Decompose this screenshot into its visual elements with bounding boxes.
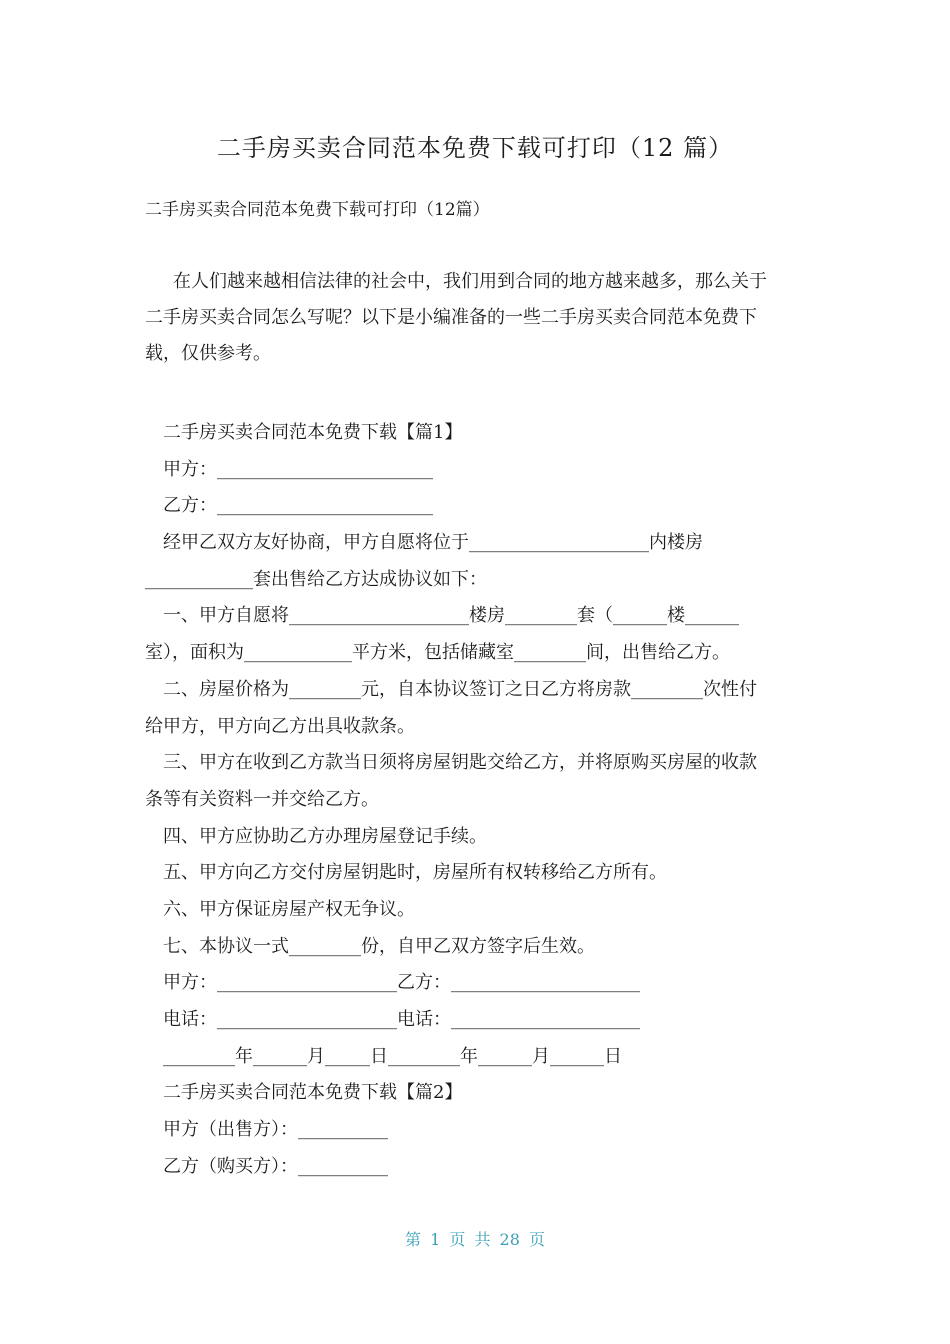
buyer-line: 乙方（购买方）：__________ <box>163 1155 388 1177</box>
clause-line: 给甲方，甲方向乙方出具收款条。 <box>145 715 415 737</box>
phone-line: 电话：____________________电话：_____________________ <box>163 1009 640 1030</box>
date-line: ________年______月_____日________年______月______日 <box>163 1045 622 1067</box>
intro-line: 在人们越来越相信法律的社会中，我们用到合同的地方越来越多，那么关于 <box>173 271 767 292</box>
section-heading: 二手房买卖合同范本免费下载【篇1】 <box>163 422 463 443</box>
seller-line: 甲方（出售方）：__________ <box>163 1119 388 1141</box>
clause-line: 七、本协议一式________份，自甲乙双方签字后生效。 <box>163 935 595 957</box>
document-subtitle: 二手房买卖合同范本免费下载可打印（12篇） <box>145 200 490 220</box>
document-title: 二手房买卖合同范本免费下载可打印（12 篇） <box>216 134 734 162</box>
clause-line: 条等有关资料一并交给乙方。 <box>145 788 379 810</box>
intro-line: 载，仅供参考。 <box>145 343 271 364</box>
clause-line: 经甲乙双方友好协商，甲方自愿将位于____________________内楼房 <box>163 532 703 554</box>
clause-line: 四、甲方应协助乙方办理房屋登记手续。 <box>163 825 487 847</box>
clause-line: 三、甲方在收到乙方款当日须将房屋钥匙交给乙方，并将原购买房屋的收款 <box>163 752 757 774</box>
party-a-line: 甲方：________________________ <box>163 458 433 480</box>
clause-line: 二、房屋价格为________元，自本协议签订之日乙方将房款________次性付 <box>163 678 757 700</box>
party-b-line: 乙方：________________________ <box>163 495 433 517</box>
clause-line: 室），面积为____________平方米，包括储藏室________间，出售给乙方。 <box>145 642 730 664</box>
signature-line: 甲方：____________________乙方：_____________________ <box>163 972 640 994</box>
contract-body <box>145 415 825 1185</box>
clause-line: 一、甲方自愿将____________________楼房________套（______楼______ <box>163 605 739 627</box>
intro-paragraph <box>145 264 815 372</box>
intro-line: 二手房买卖合同怎么写呢？以下是小编准备的一些二手房买卖合同范本免费下 <box>145 307 757 328</box>
clause-line: ____________套出售给乙方达成协议如下： <box>145 568 487 590</box>
clause-line: 五、甲方向乙方交付房屋钥匙时，房屋所有权转移给乙方所有。 <box>163 862 667 884</box>
page-number: 第 1 页 共 28 页 <box>405 1230 545 1249</box>
clause-line: 六、甲方保证房屋产权无争议。 <box>163 898 415 920</box>
section-heading: 二手房买卖合同范本免费下载【篇2】 <box>163 1082 463 1104</box>
